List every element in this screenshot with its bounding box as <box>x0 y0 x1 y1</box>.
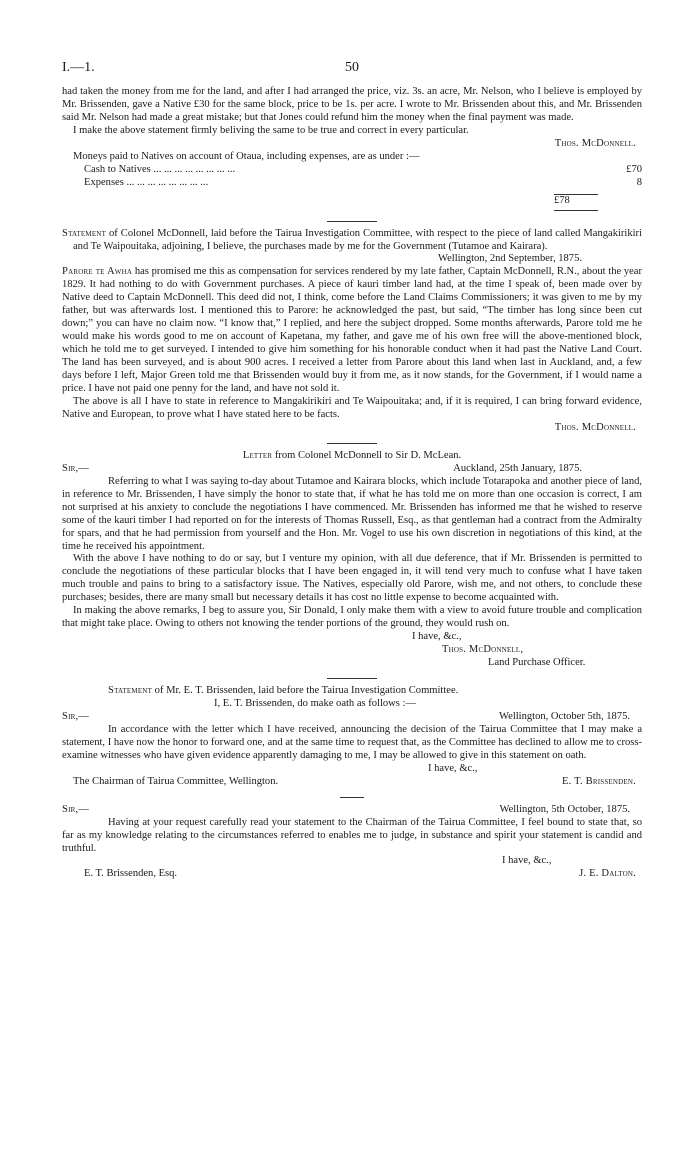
dateline: Wellington, October 5th, 1875. <box>499 710 630 722</box>
letter-title-lead: Letter <box>242 449 273 461</box>
dateline: Wellington, 5th October, 1875. <box>499 803 630 815</box>
signature: Thos. McDonnell. <box>554 137 636 149</box>
letter-paragraph: With the above I have nothing to do or say, but I venture my opinion, with all due deference, that if Mr. Brissenden is permitted to conclude the negotiations of these particular blocks that I have been engaged in, it will tend very much to confuse what I have taken much trouble and pains to bring to a satisfactory issue. The Natives, especially old Parore, wish me, and not others, to conclude these purchases; besides, there are many small but necessary details it has cost no little expense to become acquainted with. <box>62 553 642 604</box>
addressee: The Chairman of Tairua Committee, Wellington. <box>73 775 279 787</box>
closing: I have, &c., <box>502 855 552 867</box>
statement-paragraph <box>62 266 642 396</box>
section-divider <box>327 221 377 222</box>
signature-line <box>62 776 642 789</box>
section-divider <box>340 797 364 798</box>
total-underline <box>554 210 598 211</box>
addressee: E. T. Brissenden, Esq. <box>84 868 178 880</box>
statement-title <box>62 228 642 254</box>
signer-name: Thos. McDonnell, <box>442 644 524 656</box>
signer-name: E. T. Brissenden. <box>561 775 636 787</box>
signer-name: J. E. Dalton. <box>579 868 636 880</box>
salutation: Sir,— <box>62 710 90 722</box>
section-divider <box>327 678 377 679</box>
declaration-paragraph: I make the above statement firmly beliving the same to be true and correct in every particular. <box>73 124 469 136</box>
letter-title <box>62 450 642 463</box>
signature-line <box>62 868 642 881</box>
section-divider <box>327 443 377 444</box>
document-reference: I.—1. <box>62 60 95 75</box>
statement-title-lead: Statement <box>108 685 153 697</box>
statement-title-lead: Statement <box>62 227 107 239</box>
moneys-heading: Moneys paid to Natives on account of Otaua, including expenses, are as under :— <box>73 150 420 162</box>
signer-title: Land Purchase Officer. <box>488 657 586 669</box>
statement-paragraph: In accordance with the letter which I have received, announcing the decision of the Tairua Committee that I may make a statement, I have now the honor to forward one, and at the same time to request that, as the Committee has declined to allow me to cross-examine witnesses who have given evidence apparently damaging to me, I may be allowed to give in this statement on oath. <box>62 723 642 761</box>
closing: I have, &c., <box>428 762 478 774</box>
intro-paragraph: had taken the money from me for the land, and after I had arranged the price, viz. 3s. an acre, Mr. Nelson, who I believe is employed by Mr. Brissenden, gave a Native £30 for the same block, price to be 1s. per acre. I wrote to Mr. Brissenden about this, and Mr. Brissenden said Mr. Nelson had made a great mistake; but that Jones could refund him the money when the final payment was made. <box>62 86 642 123</box>
letter-paragraph: In making the above remarks, I beg to assure you, Sir Donald, I only make them with a view to avoid future trouble and complication that might take place. Owing to others not knowing the tender portions of the ground, they would rush on. <box>62 605 642 630</box>
statement-title-text: of Mr. E. T. Brissenden, laid before the Tairua Investigation Committee. <box>152 685 459 697</box>
page-number: 50 <box>345 60 359 75</box>
letter-title-text: from Colonel McDonnell to Sir D. McLean. <box>272 449 462 461</box>
money-label: Expenses ... ... ... ... ... ... ... ... <box>84 176 209 188</box>
statement-title-text: of Colonel McDonnell, laid before the Tairua Investigation Committee, with respect to the piece of land called Mangakirikiri and Te Waipouitaka, adjoining, I believe, the purchases made by me for the Government (Tutamoe and Kairara). <box>73 227 642 252</box>
money-label: Cash to Natives ... ... ... ... ... ... ... ... <box>84 163 236 175</box>
letter-heading-line <box>62 711 642 724</box>
letter-paragraph: Having at your request carefully read your statement to the Chairman of the Tairua Committee, I feel bound to state that, so far as my knowledge relating to the circumstances referred to enables me to judge, in substance and spirit your statement is candid and truthful. <box>62 816 642 854</box>
oath-line: I, E. T. Brissenden, do make oath as follows :— <box>214 697 417 709</box>
money-total: £78 <box>554 194 598 208</box>
dateline: Auckland, 25th January, 1875. <box>453 462 582 474</box>
money-amount: 8 <box>636 176 642 188</box>
salutation: Sir,— <box>62 803 90 815</box>
speaker-name: Parore te Awha <box>62 266 133 278</box>
letter-heading-line <box>62 804 642 817</box>
document-page <box>62 62 642 881</box>
page-header <box>62 62 642 86</box>
letter-paragraph: Referring to what I was saying to-day about Tutamoe and Kairara blocks, which include Totarapoka and another piece of land, in reference to Mr. Brissenden, I have simply the honor to state that, if what he has told me on more than one occasion is correct, I am not surprised at his anxiety to conclude the negotiations I have commenced. Mr. Brissenden has informed me that he wished to reserve some of the kauri timber I had reported on for the interests of Thomas Russell, Esq., as that gentleman had a contract from the Admiralty for spars, and that he had permission from yourself and the Hon. Mr. Vogel to use his own discretion in negotiations of this kind, at the time he received his appointment. <box>62 475 642 552</box>
statement-paragraph: The above is all I have to state in reference to Mangakirikiri and Te Waipouitaka; and, if it is required, I can bring forward evidence, Native and European, to prove what I have stated here to be facts. <box>62 395 642 420</box>
dateline: Wellington, 2nd September, 1875. <box>437 253 582 265</box>
money-amount: £70 <box>626 163 642 175</box>
statement-paragraph-text: has promised me this as compensation for services rendered by my late father, Captain McDonnell, R.N., about the year 1829. It had nothing to do with Government purchases. A piece of kauri timber land had, at the time I speak of, been made over by Native deed to Captain McDonnell. This deed did not, I think, come before the Land Claims Commissioners; it was given to me by my father, but was afterwards lost. I mentioned this to Parore: he acknowledged the past, but said, “The timber has long since been cut down;” you can have no claim now. “I know that,” I replied, and here the subject dropped. Some months afterwards, Parore told me he would make his words good to me on account of Kapetana, my father, and gave me of his own free will the above-mentioned block, which he told me to get surveyed. I intended to give him something for his honorable conduct when it had past the Native Land Court. The land has been surveyed, and is about 900 acres. I received a letter from Parore about this land when last in Auckland, and, a few days before I left, Major Green told me that Brissenden would buy it from me, as it now stands, for the Government, if I would name a price. I have not paid one penny for the land, and have not sold it. <box>62 266 643 395</box>
closing: I have, &c., <box>412 631 462 643</box>
statement-title <box>108 685 642 698</box>
salutation: Sir,— <box>62 462 90 474</box>
letter-heading-line <box>62 463 642 476</box>
signature: Thos. McDonnell. <box>554 421 636 433</box>
money-row <box>84 177 642 190</box>
money-row <box>84 164 642 177</box>
